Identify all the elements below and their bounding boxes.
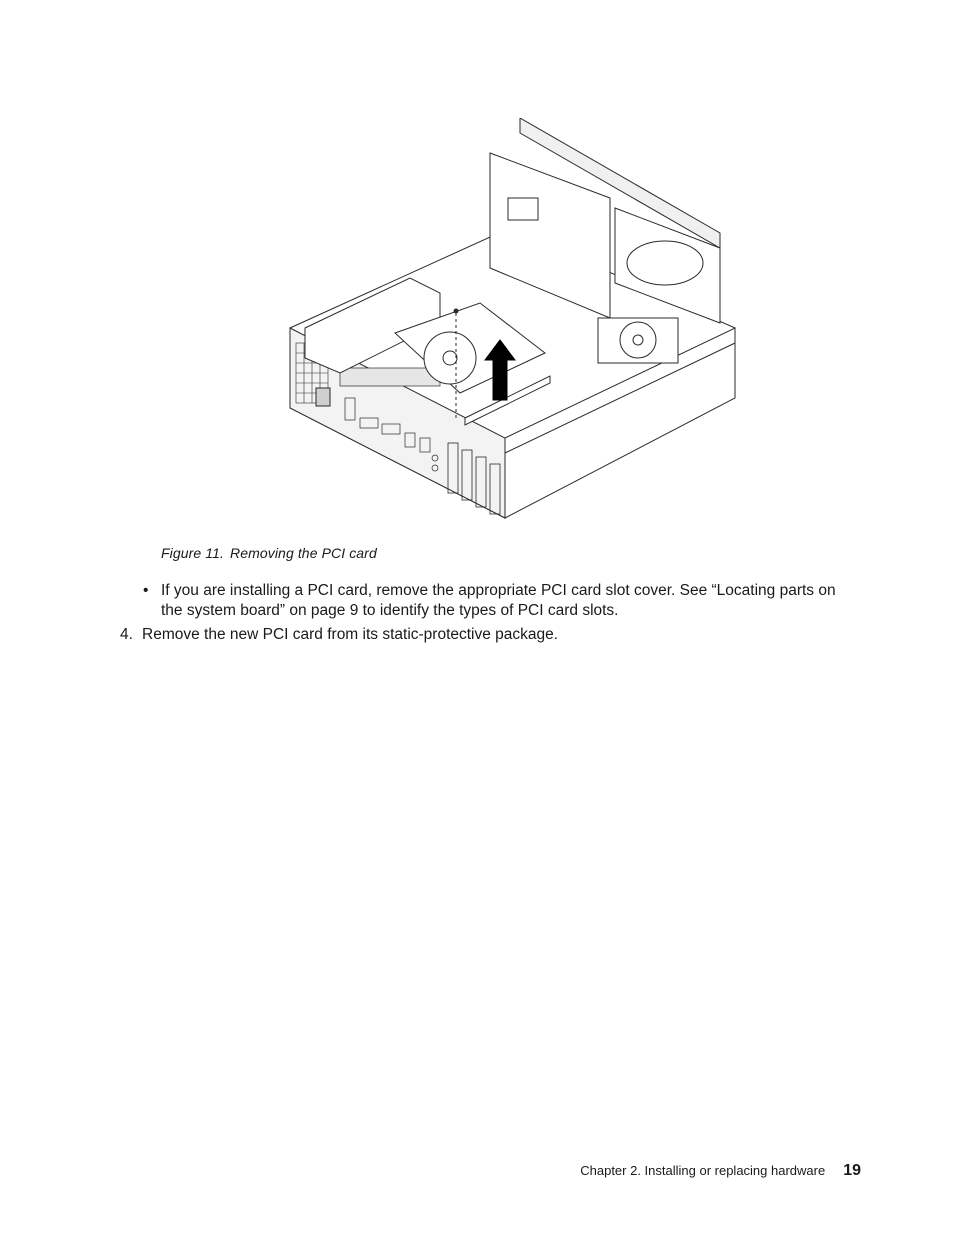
bullet-text: If you are installing a PCI card, remove the appropriate PCI card slot cover. See “Locating parts on the system board” on page 9 to identify the types of PCI card slots. [161, 582, 836, 619]
figure-label: Figure 11. [161, 545, 224, 561]
page-footer [580, 1162, 861, 1180]
page-number: 19 [843, 1162, 861, 1179]
step-number: 4. [120, 626, 133, 643]
bullet-marker: • [143, 582, 149, 599]
pci-card-removal-illustration [280, 118, 740, 528]
figure-caption [161, 545, 377, 561]
figure-title: Removing the PCI card [230, 545, 377, 561]
step-text: Remove the new PCI card from its static-protective package. [142, 626, 559, 643]
footer-chapter-title: Chapter 2. Installing or replacing hardware [580, 1163, 826, 1178]
